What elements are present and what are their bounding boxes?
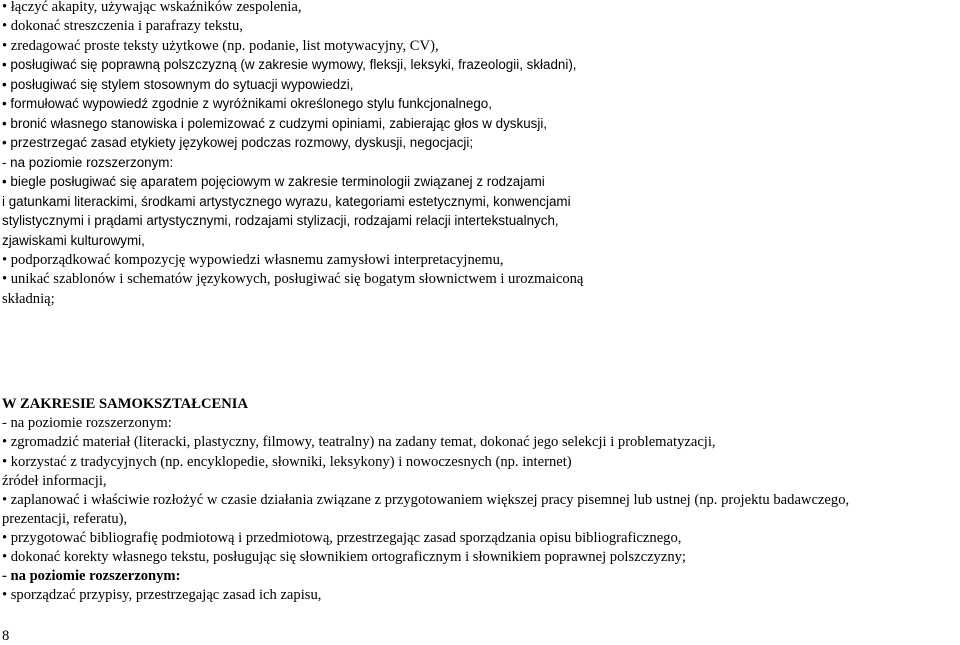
- text-line: • przygotować bibliografię podmiotową i przedmiotową, przestrzegając zasad sporządzania opisu bibliograficznego,: [2, 530, 682, 546]
- text-line: • formułować wypowiedź zgodnie z wyróżnikami określonego stylu funkcjonalnego,: [2, 96, 492, 111]
- text-line: • zredagować proste teksty użytkowe (np. podanie, list motywacyjny, CV),: [2, 38, 439, 54]
- text-line: • zgromadzić materiał (literacki, plastyczny, filmowy, teatralny) na zadany temat, dokonać jego selekcji i problematyzacji,: [2, 434, 716, 450]
- text-line: • korzystać z tradycyjnych (np. encyklopedie, słowniki, leksykony) i nowoczesnych (np. internet): [2, 454, 572, 470]
- level-label: - na poziomie rozszerzonym:: [2, 155, 174, 170]
- text-line: stylistycznymi i prądami artystycznymi, rodzajami stylizacji, rodzajami relacji intertekstualnych,: [2, 213, 559, 228]
- text-line: • posługiwać się stylem stosownym do sytuacji wypowiedzi,: [2, 77, 354, 92]
- text-line: • bronić własnego stanowiska i polemizować z cudzymi opiniami, zabierając głos w dyskusji,: [2, 116, 548, 131]
- text-line: • przestrzegać zasad etykiety językowej podczas rozmowy, dyskusji, negocjacji;: [2, 135, 474, 150]
- page-number: 8: [2, 628, 10, 644]
- section-heading: W ZAKRESIE SAMOKSZTAŁCENIA: [2, 396, 248, 412]
- text-line: • biegle posługiwać się aparatem pojęciowym w zakresie terminologii związanej z rodzajami: [2, 174, 545, 189]
- text-line: • unikać szablonów i schematów językowych, posługiwać się bogatym słownictwem i urozmaiconą: [2, 271, 584, 287]
- text-line: • zaplanować i właściwie rozłożyć w czasie działania związane z przygotowaniem większej pracy pisemnej lub ustnej (np. projektu badawczego,: [2, 492, 850, 508]
- level-label: - na poziomie rozszerzonym:: [2, 415, 172, 431]
- text-line: • dokonać streszczenia i parafrazy tekstu,: [2, 18, 243, 34]
- level-label: - na poziomie rozszerzonym:: [2, 568, 181, 584]
- text-line: prezentacji, referatu),: [2, 511, 128, 527]
- text-line: • posługiwać się poprawną polszczyzną (w zakresie wymowy, fleksji, leksyki, frazeologii, składni),: [2, 57, 577, 72]
- text-line: • sporządzać przypisy, przestrzegając zasad ich zapisu,: [2, 587, 322, 603]
- text-line: źródeł informacji,: [2, 473, 107, 489]
- text-line: zjawiskami kulturowymi,: [2, 233, 145, 248]
- text-line: i gatunkami literackimi, środkami artystycznego wyrazu, kategoriami estetycznymi, konwencjami: [2, 194, 571, 209]
- text-line: • dokonać korekty własnego tekstu, posługując się słownikiem ortograficznym i słownikiem poprawnej polszczyzny;: [2, 549, 686, 565]
- text-line: składnią;: [2, 291, 55, 307]
- text-line: • łączyć akapity, używając wskaźników zespolenia,: [2, 0, 302, 15]
- text-line: • podporządkować kompozycję wypowiedzi własnemu zamysłowi interpretacyjnemu,: [2, 252, 504, 268]
